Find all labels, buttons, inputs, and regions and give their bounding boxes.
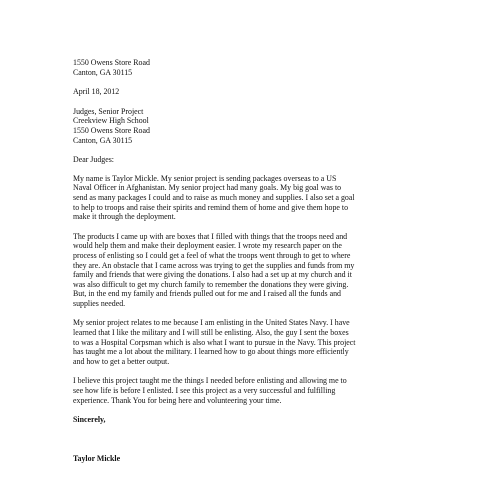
- sender-address-line: 1550 Owens Store Road: [73, 58, 150, 67]
- body-paragraph-1: [73, 174, 425, 222]
- salutation-text: Dear Judges:: [73, 155, 114, 165]
- sender-address-line: Canton, GA 30115: [73, 67, 133, 77]
- closing-text: Sincerely,: [73, 415, 106, 425]
- letter-page: [73, 58, 425, 463]
- paragraph-line: see how life is before I enlisted. I see this project as a very successful and fulfilling: [73, 386, 336, 396]
- body-paragraph-4: [73, 376, 425, 405]
- recipient-line: Canton, GA 30115: [73, 135, 133, 145]
- paragraph-line: was also difficult to get my church family to remember the donations they were giving.: [73, 279, 349, 289]
- paragraph-line: But, in the end my family and friends pulled out for me and I raised all the funds and: [73, 289, 341, 299]
- paragraph-line: process of enlisting so I could get a feel of what the troops went through to get to where: [73, 250, 351, 260]
- paragraph-line: to was a Hospital Corpsman which is also what I want to pursue in the Navy. This project: [73, 337, 356, 347]
- paragraph-line: Naval Officer in Afghanistan. My senior project had many goals. My big goal was to: [73, 183, 342, 193]
- body-paragraph-3: [73, 318, 425, 366]
- paragraph-line: they are. An obstacle that I came across was trying to get the supplies and funds from my: [73, 260, 355, 270]
- paragraph-line: and how to get a better output.: [73, 356, 170, 366]
- salutation: [73, 155, 425, 165]
- paragraph-line: experience. Thank You for being here and volunteering your time.: [73, 395, 282, 405]
- closing: [73, 415, 425, 425]
- signature: [73, 454, 425, 464]
- paragraph-line: supplies needed.: [73, 298, 126, 308]
- paragraph-line: My senior project relates to me because I am enlisting in the United States Navy. I have: [73, 318, 350, 328]
- paragraph-line: has taught me a lot about the military. I learned how to go about things more efficiently: [73, 347, 349, 357]
- letter-date: [73, 87, 425, 97]
- paragraph-line: The products I came up with are boxes that I filled with things that the troops need and: [73, 231, 348, 241]
- paragraph-line: learned that I like the military and I will still be enlisting. Also, the guy I sent the boxes: [73, 328, 349, 338]
- sender-address: [73, 58, 425, 77]
- paragraph-line: make it through the deployment.: [73, 212, 176, 222]
- paragraph-line: to help to troops and raise their spirits and remind them of home and give them hope to: [73, 202, 349, 212]
- paragraph-line: My name is Taylor Mickle. My senior project is sending packages overseas to a US: [73, 173, 337, 183]
- recipient-line: Judges, Senior Project: [73, 106, 144, 116]
- paragraph-line: I believe this project taught me the things I needed before enlisting and allowing me to: [73, 376, 347, 386]
- signature-name: Taylor Mickle: [73, 453, 121, 463]
- paragraph-line: family and friends that were giving the donations. I also had a set up at my church and it: [73, 270, 352, 280]
- body-paragraph-2: [73, 232, 425, 309]
- recipient-address: [73, 107, 425, 145]
- paragraph-line: send as many packages I could and to raise as much money and supplies. I also set a goal: [73, 192, 355, 202]
- date-text: April 18, 2012: [73, 87, 120, 97]
- paragraph-line: would help them and make their deployment easier. I wrote my research paper on the: [73, 241, 342, 251]
- recipient-line: Creekview High School: [73, 116, 149, 126]
- recipient-line: 1550 Owens Store Road: [73, 125, 150, 135]
